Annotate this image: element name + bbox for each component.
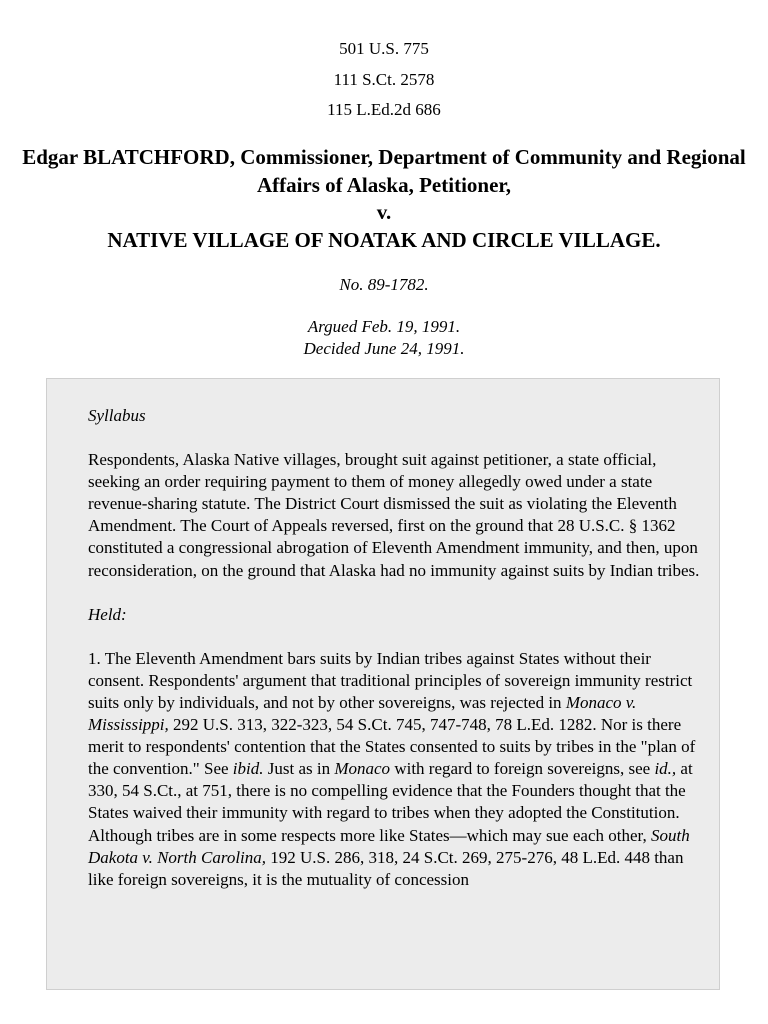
case-citation-monaco: Monaco v. Mississippi,	[88, 692, 637, 735]
syllabus-heading: Syllabus	[88, 406, 146, 425]
citation-us-reports: 501 U.S. 775	[339, 39, 429, 58]
held-text: 192 U.S. 286, 318, 24 S.Ct. 269, 275-276, 48 L.Ed. 448 than like foreign sovereigns, it is the mutuality of concession	[88, 847, 684, 889]
versus-label: v.	[376, 200, 392, 224]
case-citation-south-dakota: South Dakota v. North Carolina,	[88, 825, 690, 867]
held-text: Just as in	[263, 759, 335, 779]
held-text: 1. The Eleventh Amendment bars suits by Indian tribes against States without their consent. Respondents' argument that traditional principles of sovereign immunity restrict suits only by individuals, and not by other sovereigns, was rejected in	[88, 648, 693, 712]
decided-date: Decided June 24, 1991.	[303, 339, 465, 358]
syllabus-panel	[46, 378, 720, 990]
held-text: at 330, 54 S.Ct., at 751, there is no compelling evidence that the Founders thought that the States waived their immunity with regard to tribes when they adopted the Constitution. Although tribes are in some respects more like States—which may sue each other,	[88, 759, 693, 845]
citation-supreme-court-reporter: 111 S.Ct. 2578	[333, 69, 435, 89]
syllabus-summary: Respondents, Alaska Native villages, brought suit against petitioner, a state official, seeking an order requiring payment to them of money allegedly owed under a state revenue-sharing statute. The District Court dismissed the suit as violating the Eleventh Amendment. The Court of Appeals reversed, first on the ground that 28 U.S.C. § 1362 constituted a congressional abrogation of Eleventh Amendment immunity, and then, upon reconsideration, on the ground that Alaska had no immunity against suits by Indian tribes.	[88, 450, 700, 580]
held-text: 292 U.S. 313, 322-323, 54 S.Ct. 745, 747-748, 78 L.Ed. 1282. Nor is there merit to respondents' contention that the States consented to suits by tribes in the "plan of the convention." See	[88, 715, 696, 779]
syllabus-content	[88, 405, 700, 913]
citation-lawyers-edition: 115 L.Ed.2d 686	[327, 100, 441, 119]
docket-number: No. 89-1782.	[339, 275, 429, 294]
citation-block	[0, 34, 768, 126]
case-name-monaco: Monaco	[334, 759, 391, 779]
case-dates	[0, 316, 768, 360]
argued-date: Argued Feb. 19, 1991.	[307, 317, 461, 336]
id-reference: id.,	[654, 759, 677, 779]
ibid-reference: ibid.	[232, 759, 264, 779]
held-paragraph-1	[88, 648, 700, 891]
held-label: Held:	[88, 604, 127, 624]
held-text: with regard to foreign sovereigns, see	[390, 759, 655, 779]
petitioner-name: Edgar BLATCHFORD, Commissioner, Department of Community and Regional Affairs of Alaska, Petitioner,	[22, 145, 746, 197]
case-title	[0, 144, 768, 254]
respondent-name: NATIVE VILLAGE OF NOATAK AND CIRCLE VILLAGE.	[107, 227, 661, 252]
